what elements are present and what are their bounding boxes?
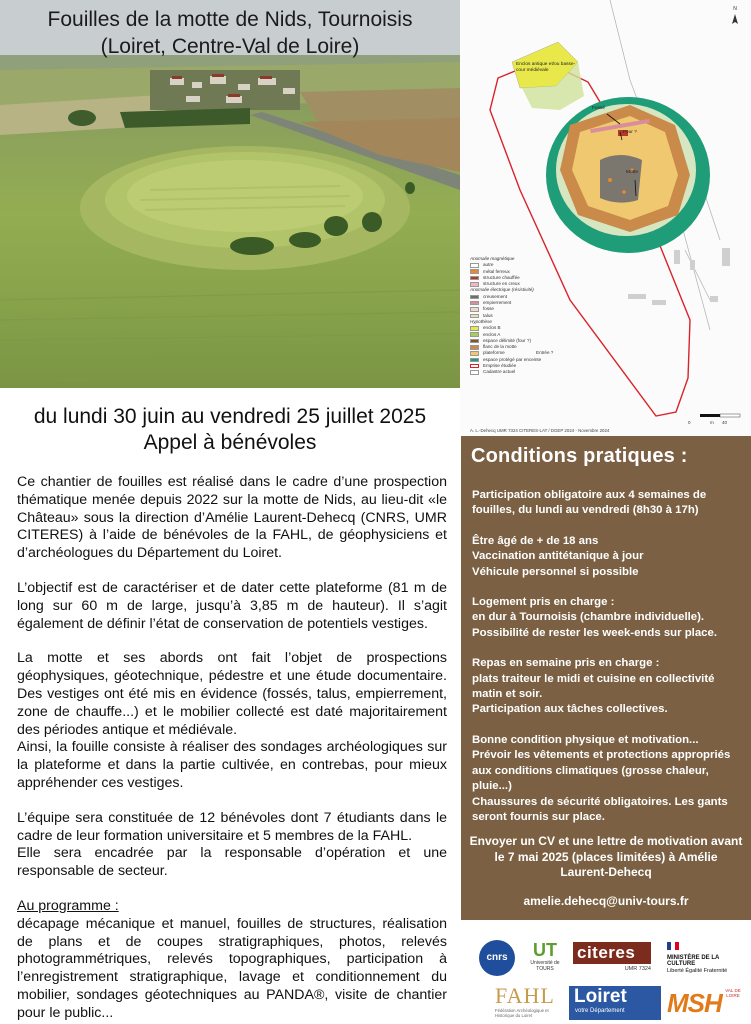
call-for-volunteers: Appel à bénévoles (143, 431, 317, 454)
dates-line: du lundi 30 juin au vendredi 25 juillet 2025 (33, 405, 427, 428)
legend-swatch (470, 326, 479, 331)
fahl-logo (479, 984, 563, 1022)
scale-end: 40 (722, 420, 728, 425)
conditions-panel (461, 436, 751, 920)
legend-label: creusement (483, 293, 508, 299)
ut-logo-mark: UT (533, 940, 557, 960)
paragraph-context: Ce chantier de fouilles est réalisé dans le cadre d’une prospection thématique menée depuis 2022 sur la motte de Nids, au lieu-dit «le Château» sous la direction d’Amélie Laurent-Dehecq (CNRS, UMR CITERES) à l’aide de bénévoles de la FAHL, de géophysiciens et d’archéologues du Département du Loiret. (17, 474, 447, 562)
legend-label: enclos A (483, 331, 501, 337)
map-label-motte: Motte (626, 170, 638, 175)
scale-start: 0 (688, 420, 691, 425)
condition-line: Repas en semaine pris en charge : (472, 657, 660, 670)
condition-line: Vaccination antitétanique à jour (472, 550, 644, 563)
site-map (460, 0, 751, 440)
condition-group (472, 733, 742, 825)
citeres-logo-umr: UMR 7324 (624, 966, 651, 972)
description (17, 474, 447, 1023)
fahl-logo-word: FAHL (495, 983, 555, 1008)
legend-swatch (470, 269, 479, 274)
legend-label: Emprise étudiée (483, 363, 517, 369)
citeres-logo (573, 942, 651, 974)
cnrs-logo: cnrs (479, 940, 515, 976)
condition-line: Participation aux tâches collectives. (472, 703, 668, 716)
legend-swatch (470, 301, 479, 306)
conditions-title: Conditions pratiques : (471, 445, 688, 467)
condition-group (472, 656, 742, 718)
map-label-fosse: Fossé (592, 106, 606, 111)
legend-label: plateforme (483, 350, 505, 356)
map-credit: A. L.-Dehecq UMR 7324 CITERES-LAT / DGEP 2024 - Novembre 2024 (470, 428, 610, 433)
legend-swatch (470, 351, 479, 356)
dates-heading (0, 404, 460, 456)
legend-label: Anomalie magnétique (470, 256, 515, 261)
condition-line: Prévoir les vêtements et protections appropriés aux conditions climatiques (grosse chaleur, pluie...) (472, 749, 731, 793)
condition-line: Bonne condition physique et motivation... (472, 733, 699, 746)
aerial-photo (0, 0, 460, 388)
legend-label: fosse (483, 306, 494, 312)
legend-swatch (470, 314, 479, 319)
application-instructions: Envoyer un CV et une lettre de motivation avant le 7 mai 2025 (places limitées) à Amélie Laurent-Dehecq (469, 834, 743, 880)
loiret-logo-word: Loiret (574, 986, 627, 1007)
legend-label: talus (483, 312, 493, 318)
scale-unit: m (710, 420, 714, 425)
condition-line: Véhicule personnel si possible (472, 565, 639, 578)
condition-line: en dur à Tournoisis (chambre individuelle). (472, 611, 705, 624)
legend-label: flanc de la motte (483, 344, 517, 350)
legend-swatch (470, 332, 479, 337)
legend-swatch (470, 263, 479, 268)
condition-line: Possibilité de rester les week-ends sur place. (472, 626, 718, 639)
programme-text: décapage mécanique et manuel, fouilles de structures, réalisation de plans et de coupes stratigraphiques, photos, relevés photogrammétriques, relevés topographiques, participation à l’enregistrement stratigraphique, lavage et conditionnement du mobilier, sondages géotechniques au PANDA®, visite de chantier pour le public... (17, 915, 447, 1021)
ministere-motto: Liberté Égalité Fraternité (667, 967, 728, 974)
legend-swatch (470, 370, 479, 375)
legend-swatch (470, 364, 479, 369)
legend-label: métal ferreux (483, 268, 510, 274)
msh-logo (667, 986, 743, 1020)
conditions-list (472, 488, 742, 840)
legend-swatch (470, 339, 479, 344)
paragraph-objective: L’objectif est de caractériser et de dater cette plateforme (81 m de long sur 60 m de large, jusqu’à 3,85 m de hauteur). Il s’agit également de définir l’état de conservation de potentiels vestiges. (17, 579, 447, 632)
condition-group (472, 595, 742, 641)
condition-line: Chaussures de sécurité obligatoires. Les gants seront fournis sur place. (472, 795, 728, 823)
legend-label: Anomalie électrique (résistivité) (470, 287, 534, 293)
ministere-culture-logo (667, 942, 737, 976)
msh-logo-text: VAL DE LOIRE (725, 988, 741, 998)
legend-label: enclos B (483, 325, 501, 331)
north-label: N (733, 6, 737, 12)
legend-swatch (470, 276, 479, 281)
legend-label: Cadastre actuel (483, 369, 516, 375)
legend-label: structure chauffée (483, 274, 520, 280)
msh-logo-word: MSH (667, 988, 722, 1018)
legend-label: espace protégé par enceinte (483, 356, 542, 362)
map-legend (470, 256, 620, 376)
legend-swatch (470, 358, 479, 363)
loiret-logo-text: votre Département (575, 1008, 625, 1014)
map-label-four: Four ? (623, 130, 637, 135)
condition-line: Participation obligatoire aux 4 semaines de fouilles, du lundi au vendredi (8h30 à 17h) (472, 489, 707, 517)
legend-extra: Entrée ? (536, 350, 554, 355)
legend-label: structure en creux (483, 281, 520, 287)
condition-line: Logement pris en charge : (472, 596, 615, 609)
legend-swatch (470, 282, 479, 287)
paragraph-surveys: La motte et ses abords ont fait l’objet de prospections géophysiques, géotechnique, pédestre et une étude documentaire. Des vestiges ont été mis en évidence (fossés, talus, empierrement, zone de chauffe...) et le mobilier collecté est daté majoritairement des périodes antique et médiévale. (17, 650, 447, 738)
legend-swatch (470, 345, 479, 350)
legend-label: empierrement (483, 300, 512, 306)
ut-logo-text: Université de TOURS (530, 960, 560, 972)
legend-label: Hypothèse (470, 318, 492, 324)
paragraph-supervision: Elle sera encadrée par la responsable d’opération et une responsable de secteur. (17, 845, 447, 880)
paragraph-excavation: Ainsi, la fouille consiste à réaliser des sondages archéologiques sur la plateforme et dans la partie cultivée, en contrebas, pour mieux appréhender ces vestiges. (17, 739, 447, 791)
condition-group (472, 488, 742, 519)
condition-group (472, 534, 742, 580)
ministere-name: MINISTÈRE DE LA CULTURE (667, 954, 720, 967)
poster-title-line2: (Loiret, Centre-Val de Loire) (100, 35, 360, 58)
citeres-logo-word: citeres (573, 942, 651, 964)
programme-title: Au programme : (17, 897, 119, 914)
universite-tours-logo (525, 940, 565, 978)
french-flag-icon (667, 942, 679, 950)
condition-line: Être âgé de + de 18 ans (472, 534, 599, 547)
contact-email[interactable]: amelie.dehecq@univ-tours.fr (523, 894, 689, 908)
partner-logos (461, 930, 751, 1024)
legend-label: espace délimité (four ?) (483, 337, 532, 343)
legend-item (470, 369, 620, 375)
legend-label: autre (483, 262, 494, 268)
map-label-enclos: Enclos antique et/ou basse-cour médiévale (516, 62, 576, 73)
poster-title-line1: Fouilles de la motte de Nids, Tournoisis (47, 8, 413, 31)
fahl-logo-text: Fédération Archéologique et Historique du Loiret (495, 1008, 549, 1018)
condition-line: plats traiteur le midi et cuisine en collectivité matin et soir. (472, 672, 715, 701)
poster-title (0, 6, 460, 60)
loiret-logo (569, 986, 661, 1020)
paragraph-team: L’équipe sera constituée de 12 bénévoles dont 7 étudiants dans le cadre de leur formation universitaire et 5 membres de la FAHL. (17, 809, 447, 844)
legend-swatch (470, 295, 479, 300)
legend-swatch (470, 307, 479, 312)
